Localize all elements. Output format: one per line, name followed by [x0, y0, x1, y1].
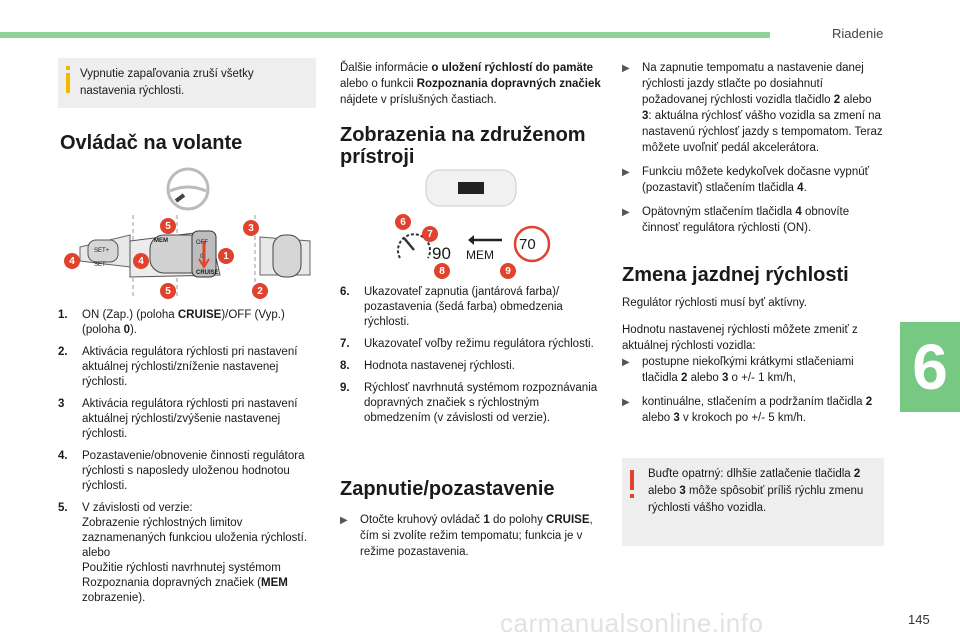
text-run: nájdete v príslušných častiach. [340, 94, 497, 106]
right-bullets [622, 60, 884, 244]
side-stalk-right [260, 235, 310, 277]
right-sub-bullet-item [622, 354, 884, 386]
text-run: ON (Zap.) (poloha [82, 309, 178, 321]
middle-intro-text [340, 60, 608, 108]
middle-items-list [340, 285, 602, 433]
right-bullet-item [622, 164, 884, 196]
badge-5-bottom: 5 [160, 283, 176, 299]
text-run: v krokoch po +/- 5 km/h. [679, 412, 806, 424]
list-item [58, 308, 320, 338]
label-mem: MEM [154, 238, 168, 244]
list-item: 7. Ukazovateľ voľby režimu regulátora rýchlosti. [340, 338, 594, 350]
text-run: kontinuálne, stlačením a podržaním tlačidla [642, 396, 866, 408]
text-run: : aktuálna rýchlosť vášho vozidla sa zmení na nastavenú rýchlosť jazdy s tempomatom. Teraz môžete uvoľniť pedál akcelerátora. [642, 110, 883, 154]
text-run: môže spôsobiť príliš rýchlu zmenu rýchlosti vášho vozidla. [648, 485, 864, 514]
display-mem-label: MEM [466, 248, 494, 262]
list-number: 7. [340, 338, 350, 350]
list-item: 9. Rýchlosť navrhnutá systémom rozpoznávania dopravných značiek s rýchlostným obmedzením (v závislosti od verzie). [340, 382, 598, 424]
bold-text: 0 [123, 324, 130, 336]
text-run: alebo [642, 412, 674, 424]
list-number: 2. [58, 346, 68, 358]
badge-4-left: 4 [64, 253, 80, 269]
item5-line: Zobrazenie rýchlostných limitov zaznamenaných funkciou uloženia rýchlostí. [82, 517, 308, 544]
badge-8: 8 [434, 263, 450, 279]
badge-3: 3 [243, 220, 259, 236]
bullet-marker: ▶ [622, 167, 630, 178]
text-run: V závislosti od verzie: [82, 502, 193, 514]
text-run: Otočte kruhový ovládač [360, 514, 484, 526]
bold-text: CRUISE [546, 514, 590, 526]
bold-text: 3 [679, 485, 686, 497]
list-number: 5. [58, 502, 68, 514]
badge-7: 7 [422, 226, 438, 242]
right-sub-bullets [622, 354, 884, 434]
middle-section2-title: Zapnutie/pozastavenie [340, 478, 555, 500]
info-note-text: Vypnutie zapaľovania zruší všetky nastavenia rýchlosti. [80, 68, 254, 97]
bold-text: 1 [483, 514, 490, 526]
right-section-title: Zmena jazdnej rýchlosti [622, 264, 849, 286]
header-accent-bar [0, 32, 770, 38]
badge-9: 9 [500, 263, 516, 279]
middle-section-title: Zobrazenia na združenom prístroji [340, 124, 586, 168]
list-item [58, 449, 320, 494]
list-item [58, 397, 320, 442]
text-run: Buďte opatrný: dlhšie zatlačenie tlačidla [648, 468, 854, 480]
bold-text: 2 [833, 94, 841, 106]
bold-text: 4 [795, 206, 802, 218]
display-set-speed: 70 [519, 236, 536, 253]
text-run: obnovíte činnosť regulátora rýchlosti (ON). [642, 206, 850, 234]
steering-control-figure [60, 165, 325, 305]
text-run: )/OFF (Vyp.) (poloha [82, 309, 285, 336]
text-run: Funkciu môžete kedykoľvek dočasne vypnúť (pozastaviť) stlačením tlačidla [642, 166, 869, 194]
badge-4-right: 4 [133, 253, 149, 269]
bullet-marker: ▶ [622, 397, 630, 408]
chapter-title: Riadenie [832, 26, 884, 41]
page-number: 145 [908, 612, 930, 627]
bold-text: o uložení rýchlostí do pamäte [431, 62, 594, 74]
list-number: 6. [340, 286, 350, 298]
bold-text: 3 [673, 412, 680, 424]
bullet-marker: ▶ [340, 515, 348, 526]
list-number: 3 [58, 398, 65, 410]
bullet-marker: ▶ [622, 207, 630, 218]
text-run: . [803, 182, 807, 194]
display-current-speed: 90 [432, 244, 451, 263]
bold-text: CRUISE [177, 309, 222, 321]
item5-line: alebo [82, 547, 111, 559]
text-run: , čím si zvolíte režim tempomatu; funkcia je v režime pozastavenia. [360, 514, 593, 558]
info-icon [64, 66, 72, 96]
warning-note-text [648, 466, 876, 517]
label-set-minus: SET- [94, 262, 108, 268]
text-run: alebo [648, 485, 680, 497]
bold-text: 2 [865, 396, 873, 408]
item5-line: Použitie rýchlosti navrhnutej systémom Rozpoznania dopravných značiek (MEM zobrazenie). [82, 562, 288, 604]
warning-icon [628, 470, 636, 502]
bold-text: 2 [681, 372, 688, 384]
list-number: 9. [340, 382, 350, 394]
list-item: 6. Ukazovateľ zapnutia (jantárová farba)/ pozastavenia (šedá farba) obmedzenia rýchlosti. [340, 286, 563, 328]
right-para-1: Regulátor rýchlosti musí byť aktívny. [622, 297, 807, 309]
list-number: 1. [58, 309, 68, 321]
list-number: 4. [58, 450, 68, 462]
label-cruise: CRUISE [196, 270, 219, 276]
right-bullet-item [622, 204, 884, 236]
text-run: Aktivácia regulátora rýchlosti pri nastavení aktuálnej rýchlosti/zníženie nastavenej rýchlosti. [82, 346, 298, 388]
bold-text: 2 [853, 468, 861, 480]
bold-text: 3 [642, 110, 649, 122]
label-zero: 0 [200, 254, 204, 260]
bold-text: 3 [721, 372, 729, 384]
right-sub-bullet-item [622, 394, 884, 426]
badge-1: 1 [218, 248, 234, 264]
text-run: do polohy [489, 514, 547, 526]
watermark: carmanualsonline.info [500, 608, 764, 638]
text-run: alebo o funkcii [340, 78, 417, 90]
left-section-title: Ovládač na volante [60, 132, 243, 154]
middle-bullet [340, 512, 602, 568]
label-off: OFF [196, 240, 208, 246]
right-para-2: Hodnotu nastavenej rýchlosti môžete zmeniť z aktuálnej rýchlosti vozidla: [622, 324, 858, 352]
list-item [58, 501, 320, 606]
text-run: postupne niekoľkými krátkymi stlačeniami tlačidla [642, 356, 854, 384]
label-set-plus: SET+ [94, 248, 110, 254]
bullet-marker: ▶ [622, 63, 630, 74]
text-run: Aktivácia regulátora rýchlosti pri nastavení aktuálnej rýchlosti/zvýšenie nastavenej rýchlosti. [82, 398, 298, 440]
chapter-number-tab: 6 [900, 322, 960, 412]
badge-2: 2 [252, 283, 268, 299]
left-items-list [58, 308, 320, 613]
list-item [58, 345, 320, 390]
list-number: 8. [340, 360, 350, 372]
badge-5-top: 5 [160, 218, 176, 234]
steering-wheel-icon [168, 169, 208, 209]
text-run: o +/- 1 km/h, [728, 372, 796, 384]
badge-6: 6 [395, 214, 411, 230]
bold-text: 4 [797, 182, 804, 194]
bullet-marker: ▶ [622, 357, 630, 368]
right-bullet-item [622, 60, 884, 156]
list-item: 8. Hodnota nastavenej rýchlosti. [340, 360, 515, 372]
text-run: Opätovným stlačením tlačidla [642, 206, 796, 218]
text-run: Pozastavenie/obnovenie činnosti regulátora rýchlosti s naposledy uloženou hodnotou rýchlosti. [82, 450, 305, 492]
text-run: ). [129, 324, 137, 336]
text-run: alebo [840, 94, 872, 106]
text-run: Ďalšie informácie [340, 62, 432, 74]
bold-text: Rozpoznania dopravných značiek [416, 78, 601, 90]
instrument-display-figure [390, 168, 560, 280]
text-run: Na zapnutie tempomatu a nastavenie danej rýchlosti jazdy stlačte po dosiahnutí požadovanej rýchlosti vozidla tlačidlo [642, 62, 864, 106]
text-run: alebo [687, 372, 722, 384]
